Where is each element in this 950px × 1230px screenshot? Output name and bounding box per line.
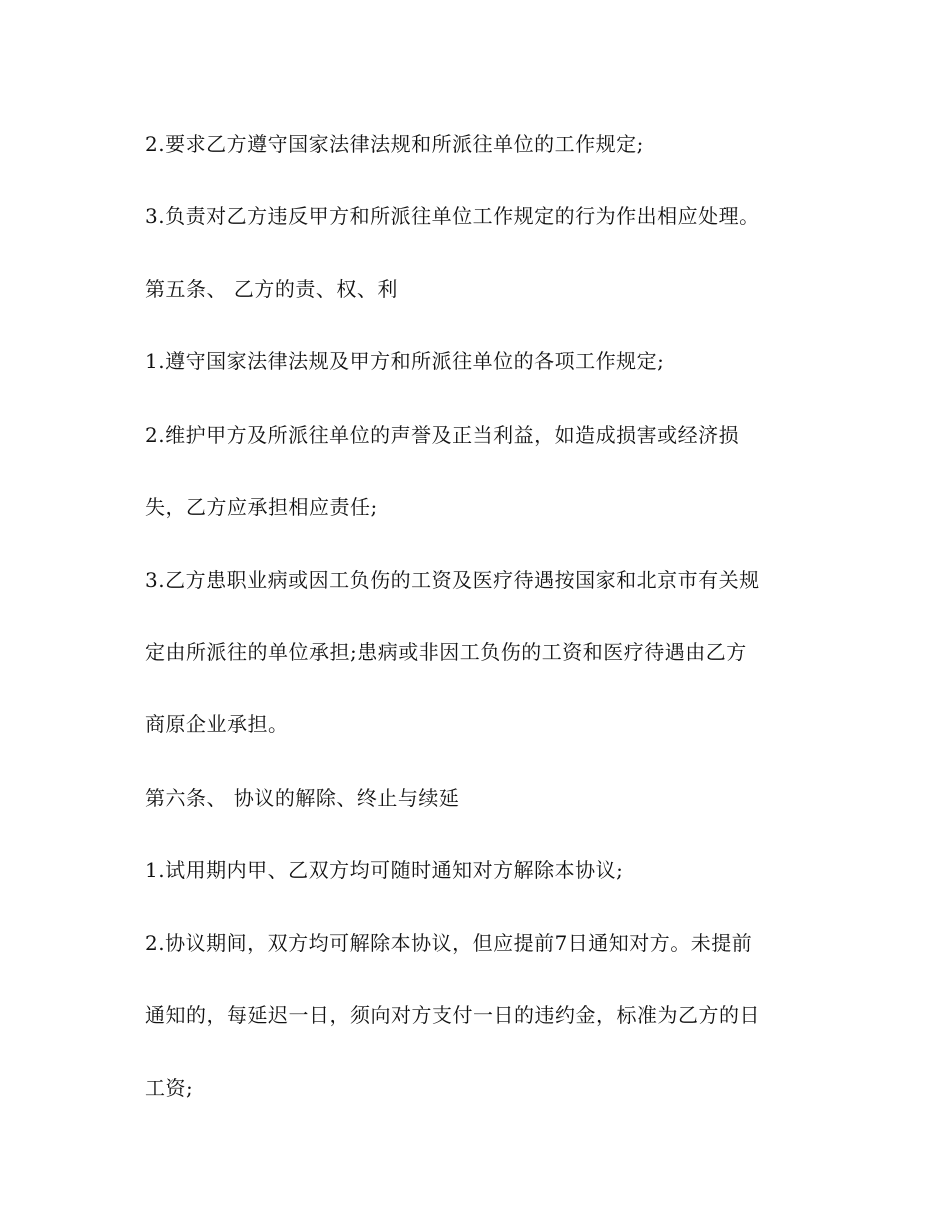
- clause-5-item-3-line-3: 商原企业承担。: [145, 712, 289, 736]
- clause-6-heading: 第六条、 协议的解除、终止与续延: [145, 786, 460, 810]
- clause-5-item-1: 1.遵守国家法律法规及甲方和所派往单位的各项工作规定;: [145, 349, 665, 373]
- clause-6-item-1: 1.试用期内甲、乙双方均可随时通知对方解除本协议;: [145, 858, 624, 882]
- clause-4-item-3: 3.负责对乙方违反甲方和所派往单位工作规定的行为作出相应处理。: [145, 204, 760, 228]
- clause-4-item-2: 2.要求乙方遵守国家法律法规和所派往单位的工作规定;: [145, 132, 644, 156]
- clause-6-item-2-line-1: 2.协议期间，双方均可解除本协议，但应提前7日通知对方。未提前: [145, 931, 753, 955]
- clause-5-item-2-line-2: 失，乙方应承担相应责任;: [145, 495, 378, 519]
- clause-5-item-3-line-1: 3.乙方患职业病或因工负伤的工资及医疗待遇按国家和北京市有关规: [145, 568, 760, 592]
- clause-6-item-2-line-2: 通知的，每延迟一日，须向对方支付一日的违约金，标准为乙方的日: [145, 1003, 760, 1027]
- clause-6-item-2-line-3: 工资;: [145, 1076, 194, 1100]
- clause-5-heading: 第五条、 乙方的责、权、利: [145, 277, 398, 301]
- clause-5-item-3-line-2: 定由所派往的单位承担;患病或非因工负伤的工资和医疗待遇由乙方: [145, 640, 747, 664]
- clause-5-item-2-line-1: 2.维护甲方及所派往单位的声誉及正当利益，如造成损害或经济损: [145, 423, 740, 447]
